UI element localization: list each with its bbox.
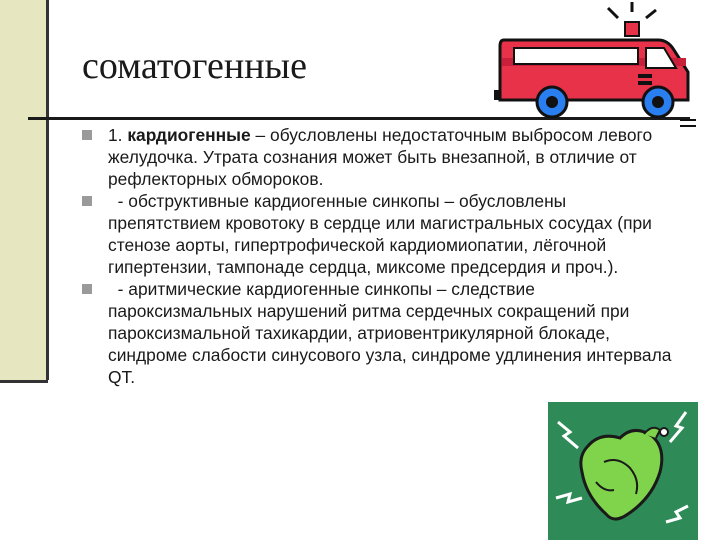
heart-image-frame — [548, 402, 698, 540]
bullet-item — [82, 124, 682, 190]
bullet-square-icon — [82, 196, 92, 206]
left-decor-band — [0, 0, 48, 380]
bullet-bold-term: кардиогенные — [127, 125, 251, 145]
bullet-square-icon — [82, 130, 92, 140]
ambulance-icon — [490, 2, 700, 127]
bullet-item — [82, 190, 682, 278]
bullet-list — [82, 124, 682, 388]
bullet-item — [82, 278, 682, 388]
bullet-square-icon — [82, 284, 92, 294]
bullet-text: - аритмические кардиогенные синкопы – следствие пароксизмальных нарушений ритма сердечных сокращений при пароксизмальной тахикардии, атриовентрикулярной блокаде, синдроме слабости синусового узла, синдроме удлинения интервала QT. — [108, 279, 677, 387]
left-decor-bottom-line — [0, 380, 48, 383]
left-decor-line — [46, 0, 49, 380]
bullet-text: - обструктивные кардиогенные синкопы – обусловлены препятствием кровотоку в сердце или магистральных сосудах (при стенозе аорты, гипертрофической кардиомиопатии, лёгочной гипертензии, тампонаде сердца, миксоме предсердия и проч.). — [108, 191, 657, 277]
slide-title: соматогенные — [82, 45, 307, 87]
heart-icon — [548, 402, 698, 540]
bullet-text: – обусловлены недостаточным выбросом левого желудочка. Утрата сознания может быть внезапной, в отличие от рефлекторных обмороков. — [108, 125, 653, 189]
bullet-prefix: 1. — [108, 125, 128, 145]
